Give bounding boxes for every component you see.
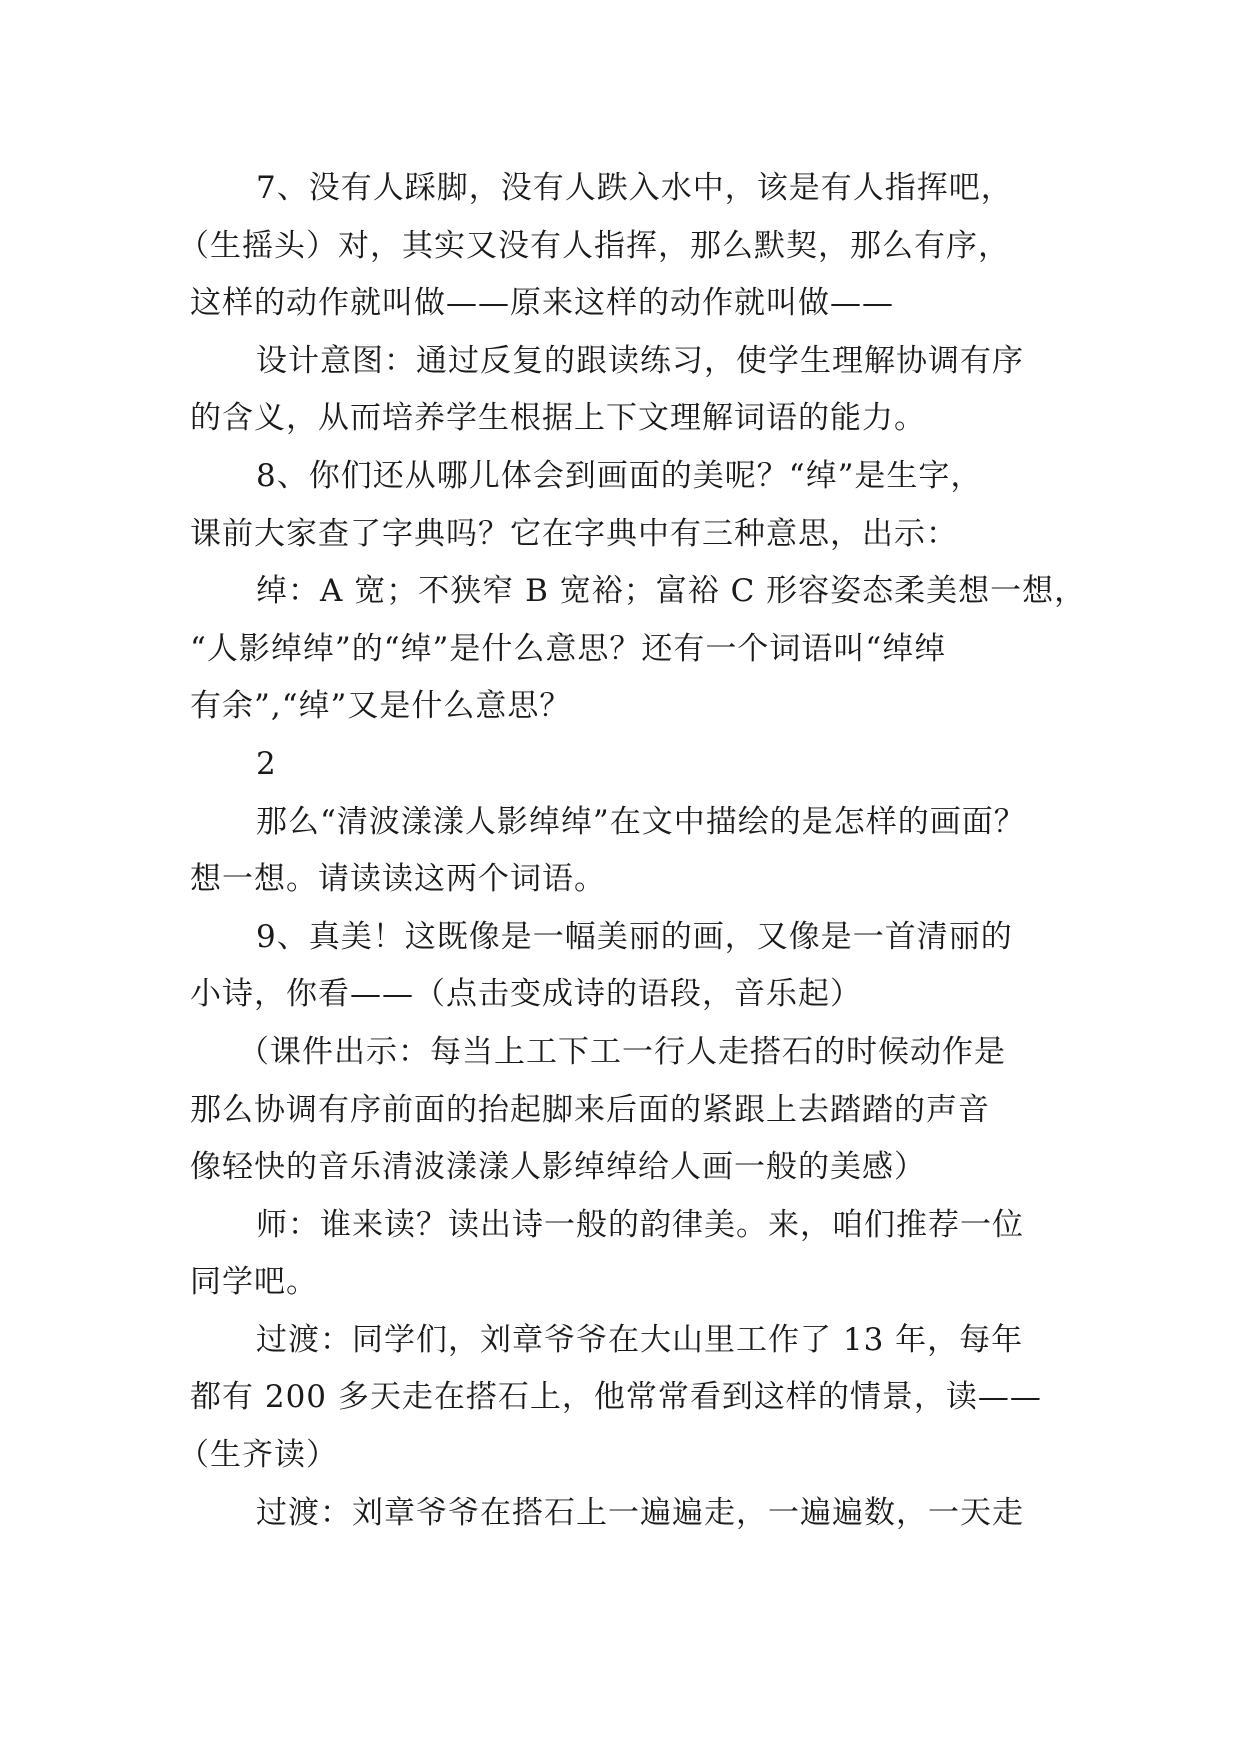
document-body (178, 160, 1087, 1542)
paragraph-chuo-meaning (190, 563, 1087, 736)
paragraph-transition-2 (190, 1485, 1050, 1543)
text-line: 8、你们还从哪儿体会到画面的美呢？“绰”是生字， (256, 457, 983, 494)
text-line: 像轻快的音乐清波漾漾人影绰绰给人画一般的美感） (190, 1149, 926, 1186)
text-line: 7、没有人踩脚，没有人跌入水中，该是有人指挥吧， (256, 170, 1013, 206)
text-line: 的含义，从而培养学生根据上下文理解词语的能力。 (190, 400, 926, 437)
text-line: 过渡：刘章爷爷在搭石上一遍遍走，一遍遍数，一天走 (256, 1494, 1024, 1531)
text-line: 那么协调有序前面的抬起脚来后面的紧跟上去踏踏的声音 (190, 1091, 990, 1128)
text-line: 师：谁来读？读出诗一般的韵律美。来，咱们推荐一位 (256, 1206, 1024, 1243)
text-line: 课前大家查了字典吗？它在字典中有三种意思，出示： (190, 515, 958, 552)
text-line: 绰：A 宽；不狭窄 B 宽裕；富裕 C 形容姿态柔美想一想， (256, 573, 1087, 610)
text-line: （生摇头）对，其实又没有人指挥，那么默契，那么有序， (178, 227, 1010, 264)
paragraph-picture-question (190, 794, 1050, 909)
text-line: 小诗，你看——（点击变成诗的语段，音乐起） (190, 976, 862, 1013)
text-line: 同学吧。 (190, 1264, 318, 1301)
paragraph-number (190, 736, 1050, 794)
text-line: 2 (256, 745, 277, 782)
paragraph-9 (190, 909, 1050, 1024)
text-line: 都有 200 多天走在搭石上，他常常看到这样的情景，读—— (190, 1379, 1042, 1416)
text-line: 有余”,“绰”又是什么意思？ (190, 688, 572, 725)
paragraph-8 (190, 448, 1050, 563)
text-line: 9、真美！这既像是一幅美丽的画，又像是一首清丽的 (256, 918, 1013, 955)
text-line: 设计意图：通过反复的跟读练习，使学生理解协调有序 (256, 342, 1024, 379)
paragraph-design-intent (190, 333, 1050, 448)
paragraph-7 (178, 160, 1050, 333)
text-line: “人影绰绰”的“绰”是什么意思？还有一个词语叫“绰绰 (190, 630, 947, 667)
text-line: 过渡：同学们，刘章爷爷在大山里工作了 13 年，每年 (256, 1321, 1024, 1358)
text-line: （课件出示：每当上工下工一行人走搭石的时候动作是 (238, 1033, 1006, 1070)
paragraph-teacher (190, 1197, 1050, 1312)
text-line: 想一想。请读读这两个词语。 (190, 861, 606, 898)
paragraph-transition-1 (178, 1312, 1050, 1485)
text-line: 那么“清波漾漾人影绰绰”在文中描绘的是怎样的画面？ (256, 803, 1026, 840)
text-line: 这样的动作就叫做——原来这样的动作就叫做—— (190, 285, 894, 322)
paragraph-courseware (190, 1024, 1050, 1197)
text-line: （生齐读） (178, 1437, 338, 1474)
